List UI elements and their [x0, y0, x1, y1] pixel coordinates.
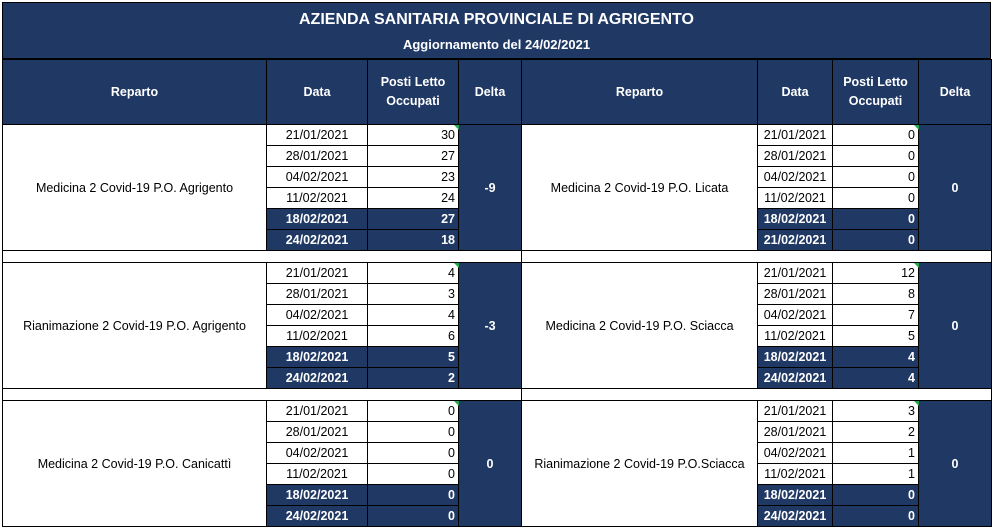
date-cell: 04/02/2021 — [757, 166, 833, 188]
date-cell: 11/02/2021 — [266, 187, 368, 209]
beds-occupied-cell: 0 — [832, 145, 919, 167]
column-header-reparto: Reparto — [521, 59, 758, 125]
date-cell: 28/01/2021 — [266, 145, 368, 167]
beds-occupied-cell: 3 — [832, 400, 919, 422]
delta-value: 0 — [918, 262, 992, 389]
beds-occupied-cell: 4 — [832, 346, 919, 368]
beds-occupied-cell: 0 — [367, 400, 459, 422]
date-cell: 21/01/2021 — [266, 262, 368, 284]
date-cell: 21/01/2021 — [757, 124, 833, 146]
date-cell: 11/02/2021 — [266, 325, 368, 347]
beds-occupied-cell: 6 — [367, 325, 459, 347]
beds-occupied-cell: 4 — [367, 304, 459, 326]
column-header-delta: Delta — [918, 59, 992, 125]
ward-name: Rianimazione 2 Covid-19 P.O. Agrigento — [2, 262, 267, 389]
column-header-delta: Delta — [458, 59, 522, 125]
date-cell: 21/02/2021 — [757, 229, 833, 251]
report-title: AZIENDA SANITARIA PROVINCIALE DI AGRIGENTO — [299, 11, 694, 28]
beds-occupied-cell: 0 — [832, 229, 919, 251]
date-cell: 18/02/2021 — [757, 208, 833, 230]
beds-occupied-cell: 8 — [832, 283, 919, 305]
cell-note-marker-icon — [454, 263, 459, 268]
date-cell: 24/02/2021 — [266, 505, 368, 527]
cell-note-marker-icon — [914, 401, 919, 406]
beds-occupied-cell: 2 — [367, 367, 459, 389]
date-cell: 28/01/2021 — [757, 421, 833, 443]
beds-occupied-cell: 18 — [367, 229, 459, 251]
delta-value: 0 — [918, 124, 992, 251]
beds-occupied-cell: 0 — [832, 208, 919, 230]
date-cell: 28/01/2021 — [757, 145, 833, 167]
date-cell: 21/01/2021 — [266, 400, 368, 422]
beds-occupied-cell: 0 — [367, 484, 459, 506]
date-cell: 24/02/2021 — [266, 229, 368, 251]
delta-value: -3 — [458, 262, 522, 389]
cell-note-marker-icon — [454, 125, 459, 130]
ward-name: Rianimazione 2 Covid-19 P.O.Sciacca — [521, 400, 758, 527]
beds-occupied-cell: 0 — [832, 505, 919, 527]
date-cell: 11/02/2021 — [757, 325, 833, 347]
column-header-reparto: Reparto — [2, 59, 267, 125]
column-header-posti-letto: Posti Letto Occupati — [832, 59, 919, 125]
date-cell: 11/02/2021 — [757, 463, 833, 485]
delta-value: -9 — [458, 124, 522, 251]
beds-occupied-cell: 5 — [832, 325, 919, 347]
beds-occupied-cell: 1 — [832, 463, 919, 485]
date-cell: 21/01/2021 — [757, 262, 833, 284]
date-cell: 18/02/2021 — [757, 346, 833, 368]
column-header-posti-letto: Posti Letto Occupati — [367, 59, 459, 125]
beds-occupied-cell: 1 — [832, 442, 919, 464]
beds-occupied-cell: 4 — [367, 262, 459, 284]
date-cell: 04/02/2021 — [266, 166, 368, 188]
ward-name: Medicina 2 Covid-19 P.O. Sciacca — [521, 262, 758, 389]
beds-occupied-cell: 23 — [367, 166, 459, 188]
date-cell: 24/02/2021 — [266, 367, 368, 389]
beds-occupied-cell: 4 — [832, 367, 919, 389]
date-cell: 18/02/2021 — [266, 208, 368, 230]
beds-occupied-cell: 12 — [832, 262, 919, 284]
beds-occupied-cell: 0 — [367, 463, 459, 485]
report-header — [2, 2, 991, 59]
beds-occupied-cell: 0 — [832, 124, 919, 146]
beds-occupied-cell: 27 — [367, 208, 459, 230]
date-cell: 21/01/2021 — [757, 400, 833, 422]
cell-note-marker-icon — [454, 401, 459, 406]
report-subtitle: Aggiornamento del 24/02/2021 — [402, 37, 591, 52]
beds-occupied-cell: 0 — [367, 505, 459, 527]
beds-occupied-cell: 27 — [367, 145, 459, 167]
ward-name: Medicina 2 Covid-19 P.O. Licata — [521, 124, 758, 251]
beds-occupied-cell: 2 — [832, 421, 919, 443]
date-cell: 28/01/2021 — [266, 283, 368, 305]
delta-value: 0 — [458, 400, 522, 527]
beds-occupied-cell: 0 — [832, 484, 919, 506]
date-cell: 04/02/2021 — [266, 304, 368, 326]
ward-name: Medicina 2 Covid-19 P.O. Agrigento — [2, 124, 267, 251]
date-cell: 18/02/2021 — [266, 346, 368, 368]
date-cell: 28/01/2021 — [266, 421, 368, 443]
date-cell: 18/02/2021 — [757, 484, 833, 506]
column-header-data: Data — [757, 59, 833, 125]
beds-occupied-cell: 30 — [367, 124, 459, 146]
delta-value: 0 — [918, 400, 992, 527]
cell-note-marker-icon — [914, 125, 919, 130]
date-cell: 04/02/2021 — [757, 304, 833, 326]
beds-occupied-cell: 0 — [367, 442, 459, 464]
beds-occupied-cell: 5 — [367, 346, 459, 368]
date-cell: 04/02/2021 — [266, 442, 368, 464]
cell-note-marker-icon — [914, 263, 919, 268]
ward-name: Medicina 2 Covid-19 P.O. Canicattì — [2, 400, 267, 527]
beds-occupied-cell: 3 — [367, 283, 459, 305]
beds-occupied-cell: 24 — [367, 187, 459, 209]
beds-occupied-cell: 0 — [367, 421, 459, 443]
column-header-data: Data — [266, 59, 368, 125]
beds-occupied-cell: 0 — [832, 187, 919, 209]
date-cell: 24/02/2021 — [757, 505, 833, 527]
date-cell: 11/02/2021 — [266, 463, 368, 485]
date-cell: 21/01/2021 — [266, 124, 368, 146]
beds-occupied-cell: 0 — [832, 166, 919, 188]
beds-occupied-cell: 7 — [832, 304, 919, 326]
date-cell: 11/02/2021 — [757, 187, 833, 209]
date-cell: 28/01/2021 — [757, 283, 833, 305]
date-cell: 24/02/2021 — [757, 367, 833, 389]
date-cell: 04/02/2021 — [757, 442, 833, 464]
date-cell: 18/02/2021 — [266, 484, 368, 506]
